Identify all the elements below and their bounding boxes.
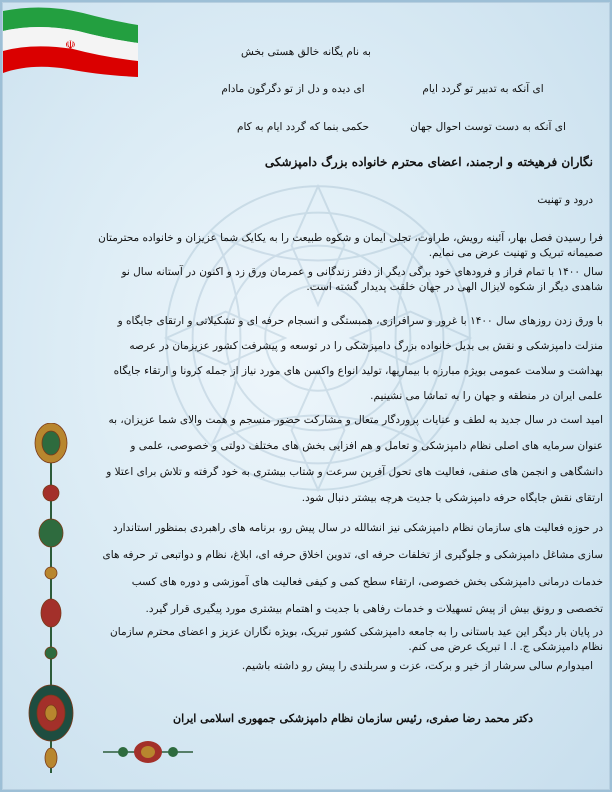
poem-line-1-b: ای آنکه به تدبیر تو گردد ایام xyxy=(422,83,544,95)
greeting: درود و تهنیت xyxy=(537,194,593,206)
poem-line-2-b: ای آنکه به دست توست احوال جهان xyxy=(410,121,566,133)
poem-line-2-a: حکمی بنما که گردد ایام به کام xyxy=(236,121,370,133)
addressee: نگاران فرهیخته و ارجمند، اعضای محترم خانواده بزرگ دامپزشکی xyxy=(264,155,593,169)
left-ornament-icon xyxy=(21,423,81,773)
letter-page xyxy=(2,2,610,790)
bottom-ornament-icon xyxy=(103,739,193,765)
paragraph-5: در حوزه فعالیت های سازمان نظام دامپزشکی نیز انشالله در سال پیش رو، برنامه های راهبردی بمنظور استاندارد سازی مشاغل دامپزشکی و جلوگیری از تخلفات حرفه ای، تدوین اخلاق حرفه ای، ابلاغ، نظام و دواتبعی تر حرفه های خدمات درمانی دامپزشکی بخش خصوصی، ارتقاء سطح کمی و کیفی فعالیت های آموزشی و دوره های کسب تخصصی و رونق بیش از پیش تسهیلات و خدمات رفاهی با جدیت و اهتمام بیشتری مورد پیگیری قرار گیرد. xyxy=(102,522,603,615)
poem-line-1-a: ای دیده و دل از تو دگرگون مادام xyxy=(221,83,365,95)
paragraph-7: امیدوارم سالی سرشار از خیر و برکت، عزت و سربلندی را پیش رو داشته باشیم. xyxy=(241,660,593,672)
invocation: به نام یگانه خالق هستی بخش xyxy=(241,46,371,58)
svg-text:☫: ☫ xyxy=(65,38,76,52)
paragraph-2: سال ۱۴۰۰ با تمام فراز و فرودهای خود برگی دیگر از دفتر زندگانی و عمرمان ورق زد و اکنون در آستانه سال نو شاهدی دیگر از شکوه لایزال الهی در جهان خلقت پدیدار گشته است. xyxy=(121,266,603,293)
paragraph-4: امید است در سال جدید به لطف و عنایات پروردگار متعال و مشارکت حضور منسجم و همت والای شما عزیزان، به عنوان سرمایه های اصلی نظام دامپزشکی و تعامل و هم افزایی بخش های مختلف دولتی و خصوصی، علمی و دانشگاهی و انجمن های صنفی، فعالیت های تحول آفرین سرعت و شتاب بیشتری به خود گرفته و تلاش برای اعتلا و ارتقای نقش جایگاه حرفه دامپزشکی با جدیت هرچه بیشتر دنبال شود. xyxy=(106,414,603,504)
paragraph-3: با ورق زدن روزهای سال ۱۴۰۰ با غرور و سرافرازی، همبستگی و انسجام حرفه ای و تشکیلاتی و ارتقای جایگاه و منزلت دامپزشکی و نقش بی بدیل خانواده بزرگ دامپزشکی را در توسعه و پیشرفت کشور عزیزمان در عرصه بهداشت و سلامت عمومی بویژه مبارزه با بیماریها، تولید انواع واکسن های مورد نیاز از جمله کرونا و ارتقاء جایگاه علمی ایران در منطقه و جهان را به تماشا می نشینیم. xyxy=(113,315,603,402)
paragraph-6: در پایان بار دیگر این عید باستانی را به جامعه دامپزشکی کشور تبریک، بویژه نگاران عزیز و اعضای محترم سازمان نظام دامپزشکی ج. ا. ا تبریک عرض می کنم. xyxy=(110,626,603,653)
paragraph-1: فرا رسیدن فصل بهار، آئینه رویش، طراوت، تجلی ایمان و شکوه طبیعت را به یکایک شما عزیزان و خانواده محترمتان صمیمانه تبریک و تهنیت عرض می نمایم. xyxy=(98,232,603,259)
signature: دکتر محمد رضا صفری، رئیس سازمان نظام دامپزشکی جمهوری اسلامی ایران xyxy=(173,712,533,725)
